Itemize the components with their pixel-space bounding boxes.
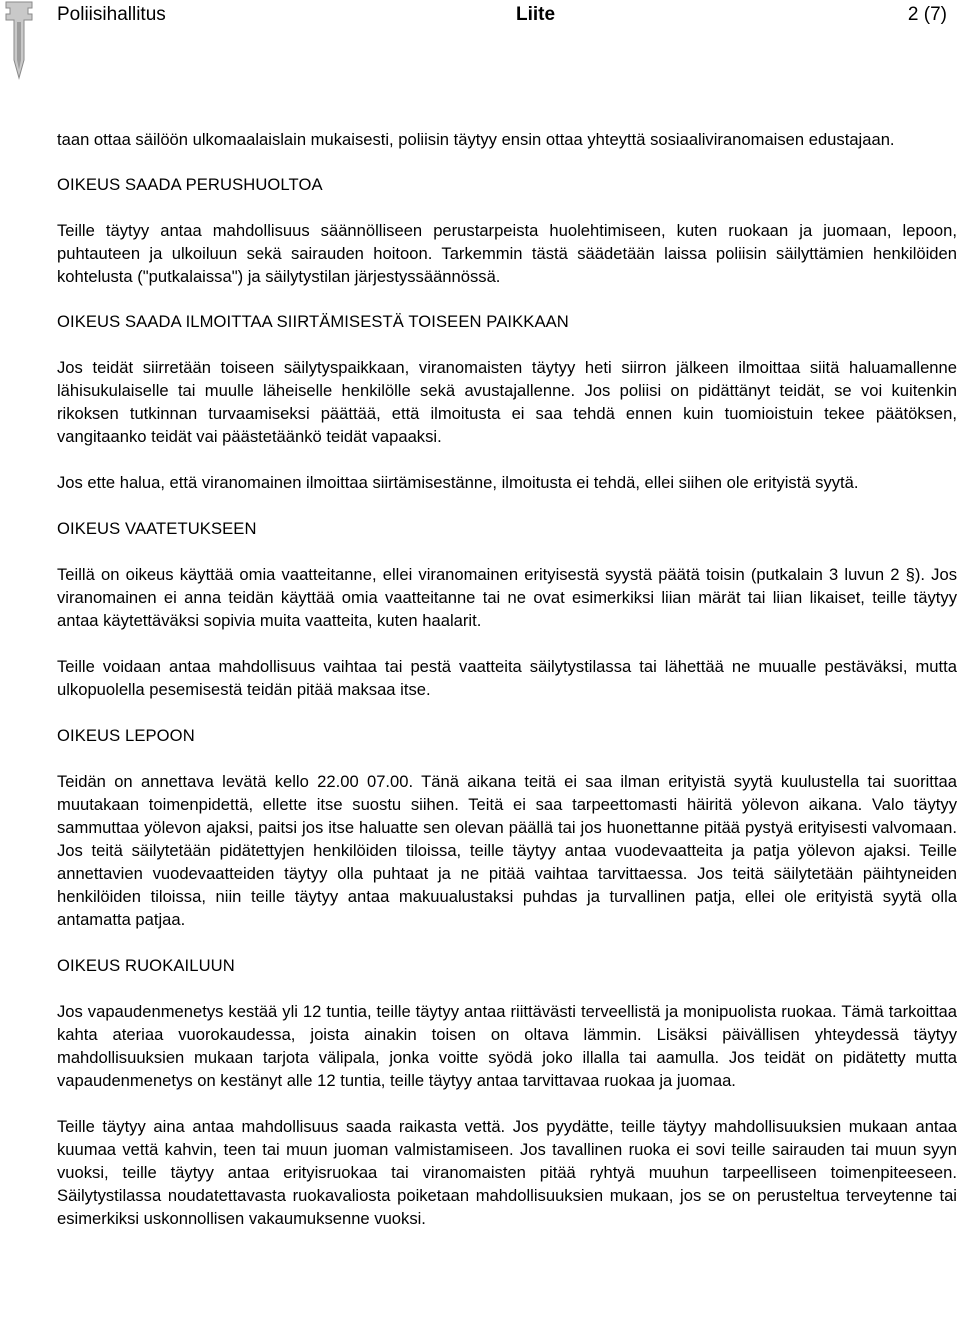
page-number: 2 (7) [907, 4, 947, 25]
document-body [57, 128, 957, 1230]
organization-name: Poliisihallitus [57, 4, 166, 25]
document-title: Liite [516, 4, 556, 25]
section-heading: OIKEUS LEPOON [57, 726, 195, 745]
page-header [57, 2, 947, 28]
section-heading: OIKEUS VAATETUKSEEN [57, 519, 257, 538]
paragraph: Teille täytyy aina antaa mahdollisuus saada raikasta vettä. Jos pyydätte, teille täytyy mahdollisuuksien mukaan antaa kuumaa vettä kahvin, teen tai muun juoman valmistamiseen. Jos tavallinen ruoka ei sovi teille sairauden tai muun syyn vuoksi, teille täytyy antaa erityisruokaa tai viranomaisten pitää ryhtyä muuhun tarpeelliseen toimenpiteeseen. Säilytystilassa noudatettavasta ruokavaliosta poiketaan mahdollisuuksien mukaan, jos se on perusteltua terveytenne tai esimerkiksi uskonnollisen vakaumuksenne vuoksi. [57, 1117, 957, 1228]
paragraph: Teille täytyy antaa mahdollisuus säännölliseen perustarpeista huolehtimiseen, kuten ruokaan ja juomaan, lepoon, puhtauteen ja ulkoiluun sekä sairauden hoitoon. Tarkemmin tästä säädetään laissa poliisin säilyttämien henkilöiden kohtelusta ("putkalaissa") ja säilytystilan järjestyssäännössä. [57, 221, 957, 286]
paragraph: Teidän on annettava levätä kello 22.00 07.00. Tänä aikana teitä ei saa ilman erityistä syytä kuulustella tai suorittaa muutakaan toimenpidettä, ellette itse suostu siihen. Teitä ei saa tarpeettomasti häiritä yölevon aikana. Valo täytyy sammuttaa yölevon ajaksi, paitsi jos itse haluatte sen olevan päällä tai jos huonettanne pitää pystyä erityisesti valvomaan. Jos teitä säilytetään pidätettyjen henkilöiden tiloissa, teille täytyy antaa vuodevaatteita ja patja yölevon ajaksi. Teille annettavien vuodevaatteiden täytyy olla puhtaat ja ne pitää vaihtaa tarvittaessa. Jos teitä säilytetään päihtyneiden henkilöiden tiloissa, niin teille täytyy antaa makuualustaksi puhdas ja turvallinen patja, ellei ole erityistä syytä olla antamatta patjaa. [57, 772, 957, 929]
section-heading: OIKEUS RUOKAILUUN [57, 956, 235, 975]
paragraph: Jos teidät siirretään toiseen säilytyspaikkaan, viranomaisten täytyy heti siirron jälkeen ilmoittaa siitä haluamallenne lähisukulaiselle tai muulle läheiselle henkilölle sekä avustajallenne. Jos poliisi on pidättänyt teidät, se voi kuitenkin rikoksen tutkinnan turvaamiseksi päättää, että ilmoitusta ei saa tehdä ennen kuin tuomioistuin tekee päätöksen, vangitaanko teidät vai päästetäänkö teidät vapaaksi. [57, 358, 957, 446]
section-heading: OIKEUS SAADA ILMOITTAA SIIRTÄMISESTÄ TOISEEN PAIKKAAN [57, 312, 569, 331]
section-heading: OIKEUS SAADA PERUSHUOLTOA [57, 175, 323, 194]
paragraph: Jos vapaudenmenetys kestää yli 12 tuntia, teille täytyy antaa riittävästi terveellistä ja monipuolista ruokaa. Tämä tarkoittaa kahta ateriaa vuorokaudessa, joista ainakin toisen on oltava lämmin. Lisäksi päivällisen yhteydessä täytyy mahdollisuuksien mukaan tarjota välipala, jonka voitte syödä joko illalla tai aamulla. Jos teidät on pidätetty mutta vapaudenmenetys on kestänyt alle 12 tuntia, teille täytyy antaa tarvittavaa ruokaa ja juomaa. [57, 1002, 957, 1090]
paragraph: Teille voidaan antaa mahdollisuus vaihtaa tai pestä vaatteita säilytystilassa tai lähettää ne muualle pestäväksi, mutta ulkopuolella pesemisestä teidän pitää maksaa itse. [57, 657, 957, 699]
paragraph: taan ottaa säilöön ulkomaalaislain mukaisesti, poliisin täytyy ensin ottaa yhteyttä sosiaaliviranomaisen edustajaan. [57, 130, 895, 149]
paragraph: Jos ette halua, että viranomainen ilmoittaa siirtämisestänne, ilmoitusta ei tehdä, ellei siihen ole erityistä syytä. [57, 473, 859, 492]
paragraph: Teillä on oikeus käyttää omia vaatteitanne, ellei viranomainen erityisestä syystä päätä toisin (putkalain 3 luvun 2 §). Jos viranomainen ei anna teidän käyttää omia vaatteitanne tai ne ovat esimerkiksi liian märät tai liian likaiset, teille täytyy antaa käytettäväksi sopivia muita vaatteita, kuten haalarit. [57, 565, 957, 630]
police-emblem-logo [2, 0, 36, 80]
